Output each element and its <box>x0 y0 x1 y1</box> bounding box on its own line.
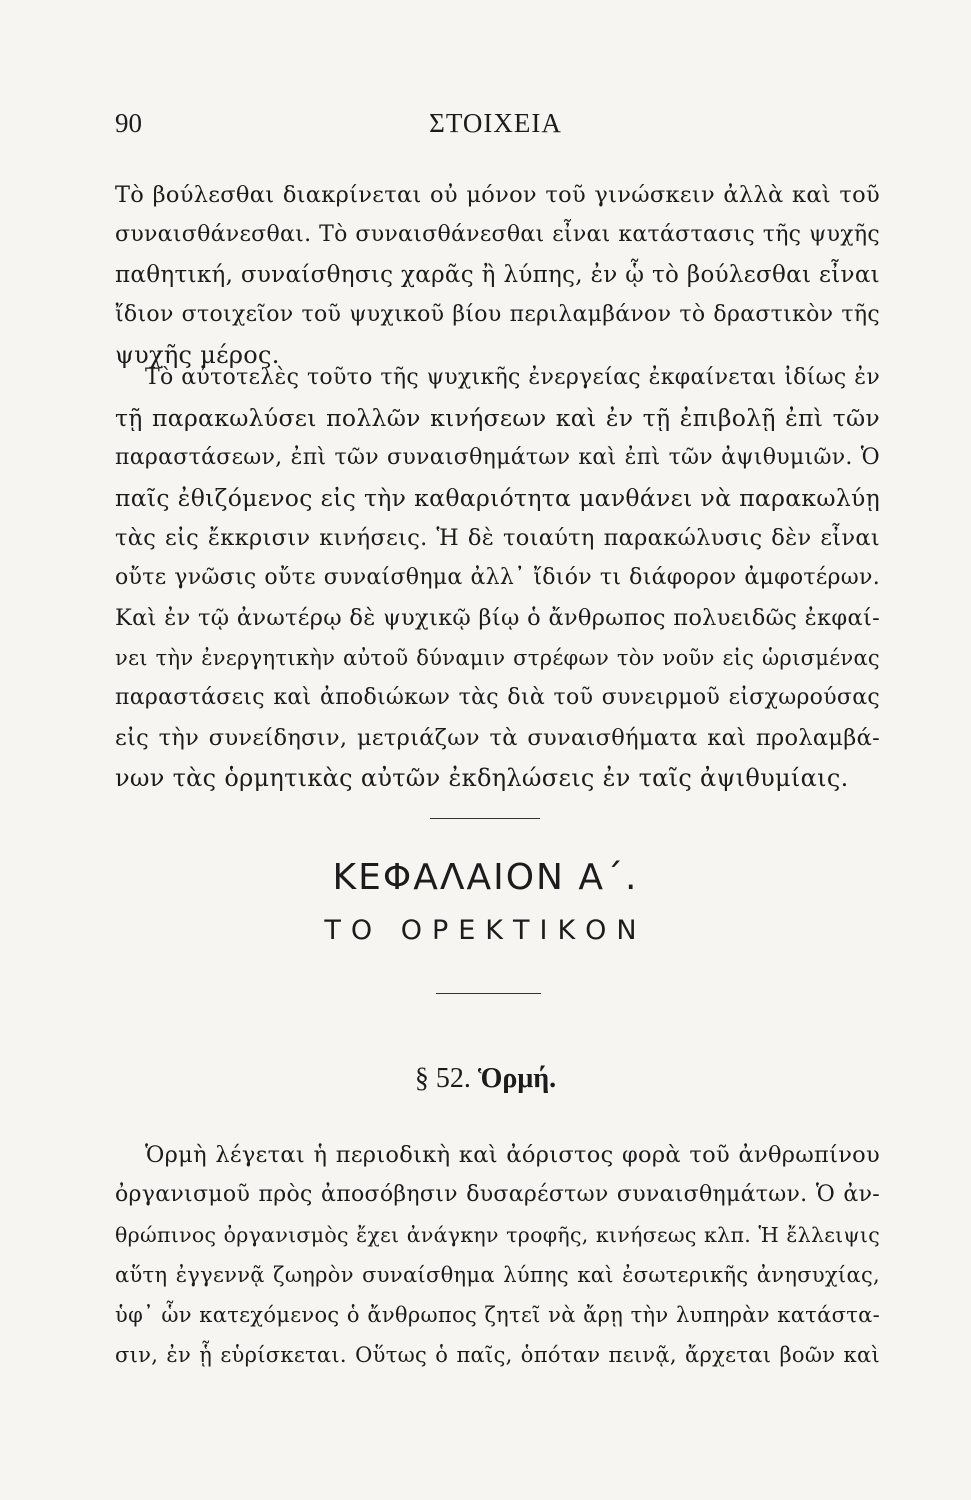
section-title: Ὁρμή. <box>477 1063 557 1094</box>
text-line: Καὶ ἐν τῷ ἀνωτέρῳ δὲ ψυχικῷ βίῳ ὁ ἄνθρωπος πολυειδῶς ἐκφαί- <box>115 605 880 631</box>
page-number: 90 <box>115 108 142 138</box>
text-line: σιν, ἐν ᾗ εὑρίσκεται. Οὕτως ὁ παῖς, ὁπόταν πεινᾷ, ἄρχεται βοῶν καὶ <box>115 1343 880 1367</box>
running-title: ΣΤΟΙΧΕΙΑ <box>429 108 562 138</box>
text-line: εἰς τὴν συνείδησιν, μετριάζων τὰ συναισθήματα καὶ προλαμβά- <box>115 725 880 751</box>
section-number: § 52. <box>414 1063 471 1094</box>
paragraph-3 <box>115 1135 880 1375</box>
text-line: τὰς εἰς ἔκκρισιν κινήσεις. Ἡ δὲ τοιαύτη παρακώλυσις δὲν εἶναι <box>115 525 880 551</box>
text-line: αὕτη ἐγγεννᾷ ζωηρὸν συναίσθημα λύπης καὶ ἐσωτερικῆς ἀνησυχίας, <box>115 1263 880 1287</box>
chapter-title: ΚΕΦΑΛΑΙΟΝ Α΄. <box>332 857 639 898</box>
text-line: Ὁρμὴ λέγεται ἡ περιοδικὴ καὶ ἀόριστος φορὰ τοῦ ἀνθρωπίνου <box>145 1142 880 1168</box>
text-line: παῖς ἐθιζόμενος εἰς τὴν καθαριότητα μανθάνει νὰ παρακωλύῃ <box>115 484 880 512</box>
page-header <box>115 108 876 148</box>
text-line: παραστάσεις καὶ ἀποδιώκων τὰς διὰ τοῦ συνειρμοῦ εἰσχωρούσας <box>115 685 880 710</box>
text-line: ψυχῆς μέρος. <box>115 341 280 369</box>
text-line: θρώπινος ὀργανισμὸς ἔχει ἀνάγκην τροφῆς, κινήσεως κλπ. Ἡ ἔλλειψις <box>115 1223 880 1247</box>
text-line: παθητική, συναίσθησις χαρᾶς ἢ λύπης, ἐν ᾧ τὸ βούλεσθαι εἶναι <box>115 262 880 288</box>
paragraph-1 <box>115 175 880 375</box>
text-line: Τὸ βούλεσθαι διακρίνεται οὐ μόνον τοῦ γινώσκειν ἀλλὰ καὶ τοῦ <box>115 182 880 208</box>
paragraph-2 <box>115 358 880 798</box>
text-line: ὑφ᾽ ὧν κατεχόμενος ὁ ἄνθρωπος ζητεῖ νὰ ἄρῃ τὴν λυπηρὰν κατάστα- <box>115 1303 880 1327</box>
section-heading <box>0 1063 971 1095</box>
chapter-subtitle: ΤΟ ΟΡΕΚΤΙΚΟΝ <box>324 915 647 946</box>
text-line: νων τὰς ὁρμητικὰς αὐτῶν ἐκδηλώσεις ἐν ταῖς ἀψιθυμίαις. <box>115 764 849 792</box>
text-line: τῇ παρακωλύσει πολλῶν κινήσεων καὶ ἐν τῇ ἐπιβολῇ ἐπὶ τῶν <box>115 404 880 432</box>
text-line: οὔτε γνῶσις οὔτε συναίσθημα ἀλλ᾽ ἴδιόν τι διάφορον ἀμφοτέρων. <box>115 565 880 590</box>
text-line: Τὸ αὐτοτελὲς τοῦτο τῆς ψυχικῆς ἐνεργείας ἐκφαίνεται ἰδίως ἐν <box>145 365 880 390</box>
divider-rule <box>430 818 540 819</box>
text-line: παραστάσεων, ἐπὶ τῶν συναισθημάτων καὶ ἐπὶ τῶν ἀψιθυμιῶν. Ὁ <box>115 445 880 470</box>
text-line: ὀργανισμοῦ πρὸς ἀποσόβησιν δυσαρέστων συναισθημάτων. Ὁ ἀν- <box>115 1182 880 1207</box>
text-line: ἴδιον στοιχεῖον τοῦ ψυχικοῦ βίου περιλαμβάνον τὸ δραστικὸν τῆς <box>115 302 880 327</box>
divider-rule <box>436 993 541 994</box>
text-line: συναισθάνεσθαι. Τὸ συναισθάνεσθαι εἶναι κατάστασις τῆς ψυχῆς <box>115 222 880 247</box>
text-line: νει τὴν ἐνεργητικὴν αὐτοῦ δύναμιν στρέφων τὸν νοῦν εἰς ὡρισμένας <box>115 646 880 670</box>
